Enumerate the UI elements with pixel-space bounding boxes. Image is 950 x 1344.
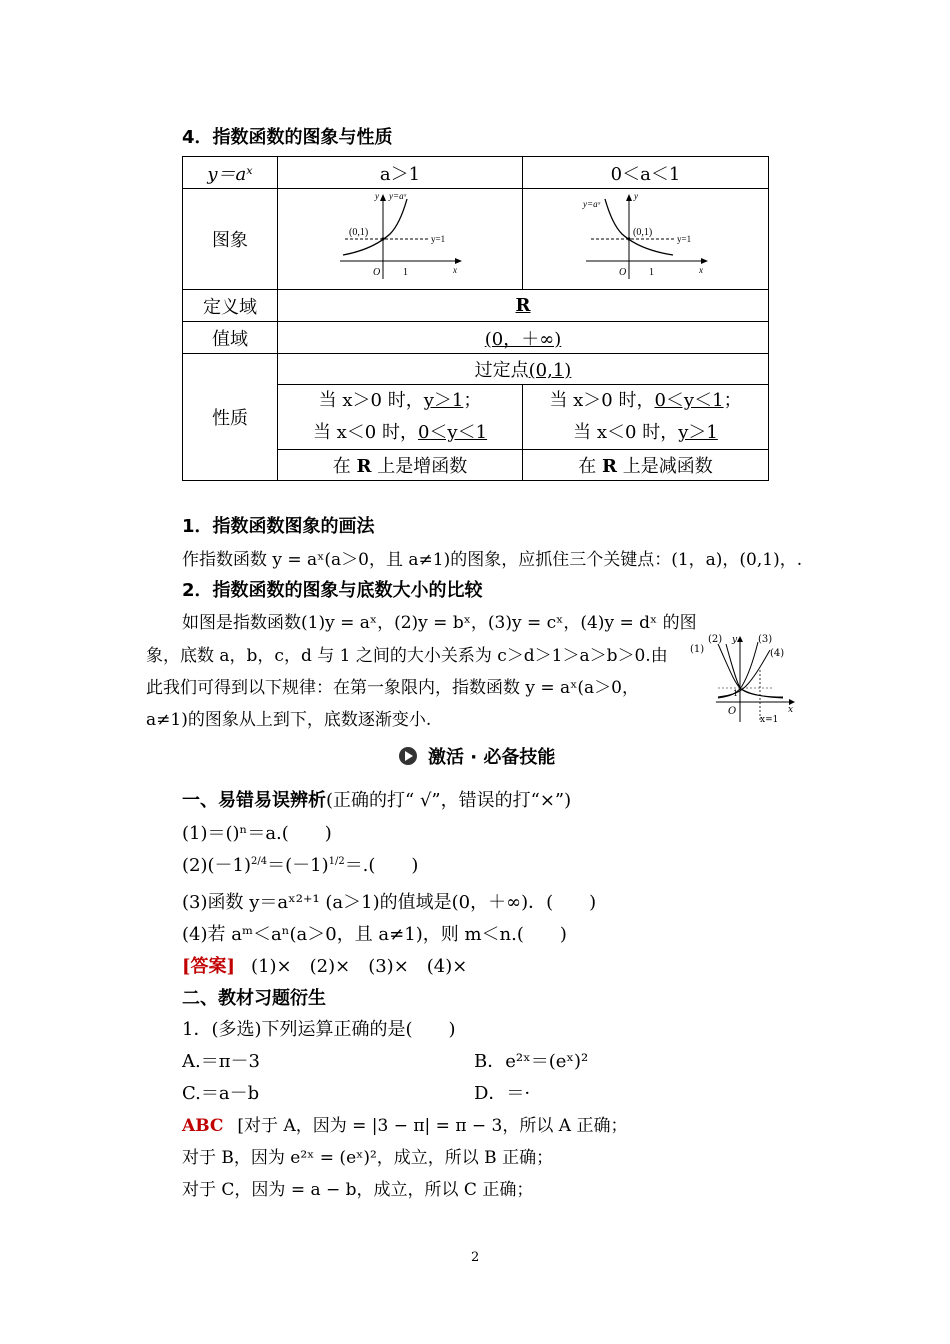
part1-title-suffix: (正确的打“ √”，错误的打“×”) [326, 790, 572, 811]
header-function: y＝aˣ [183, 157, 278, 189]
row-label-graph: 图象 [183, 189, 278, 290]
play-circle-icon [398, 746, 418, 766]
note2-line4: a≠1)的图象从上到下，底数逐渐变小. [146, 710, 432, 730]
row-label-domain: 定义域 [183, 290, 278, 322]
point-label: (0,1) [349, 227, 369, 238]
q2-part-c: ＝.( ) [344, 855, 419, 876]
mono-left-pre: 在 [332, 456, 357, 477]
note2-line2: 象，底数 a，b，c，d 与 1 之间的大小关系为 c＞d＞1＞a＞b＞0.由 [146, 646, 668, 666]
domain-value: R [278, 290, 769, 322]
answer-label: [答案] [182, 956, 236, 977]
note2-title: 2．指数函数的图象与底数大小的比较 [182, 580, 483, 601]
point-label: (0,1) [632, 227, 652, 238]
props-right-line1-val: 0＜y＜1 [654, 390, 724, 411]
part1-title: 一、易错易误辨析 [182, 790, 326, 811]
solution-line3: 对于 C，因为 = a − b，成立，所以 C 正确； [182, 1180, 534, 1200]
mono-right-R: R [602, 456, 617, 477]
y-axis-label: y [633, 191, 638, 201]
mono-right-post: 上是减函数 [616, 456, 713, 477]
props-increasing-cell [278, 385, 523, 450]
props-left-line1-val: y＞1 [423, 390, 464, 411]
props-left-line1-post: ； [463, 390, 482, 411]
q2-part-a: (2)(－1) [182, 855, 251, 876]
note1-title: 1．指数函数图象的画法 [182, 516, 375, 537]
fig-origin-label: O [728, 706, 737, 717]
curve-1-label: (1) [690, 644, 705, 655]
note2-line1: 如图是指数函数(1)y = aˣ，(2)y = bˣ，(3)y = cˣ，(4)y = dˣ 的图 [182, 613, 697, 633]
decreasing-graph-figure [581, 189, 711, 284]
monotonic-decreasing [523, 450, 769, 481]
increasing-graph-figure [335, 189, 465, 284]
section-title: 4．指数函数的图象与性质 [182, 127, 393, 148]
four-curves-figure [688, 630, 798, 725]
line-label: y=1 [676, 234, 691, 244]
props-right-line1-post: ； [723, 390, 742, 411]
q2-exp2: 1/2 [328, 856, 345, 867]
q2-exp1: 2/4 [251, 856, 268, 867]
props-left-line1-pre: 当 x＞0 时， [318, 390, 424, 411]
props-left-line2-val: 0＜y＜1 [417, 422, 488, 443]
origin-label: O [373, 267, 381, 278]
solution-line1 [182, 1111, 627, 1136]
part2-title: 二、教材习题衍生 [182, 988, 326, 1009]
answer-text: (1)× (2)× (3)× (4)× [251, 956, 468, 977]
row-label-properties: 性质 [183, 354, 278, 481]
exponential-properties-table [182, 156, 769, 481]
q2-part-b: ＝(－1) [267, 855, 329, 876]
note2-line3: 此我们可得到以下规律：在第一象限内，指数函数 y = aˣ(a＞0， [146, 678, 639, 698]
option-d: D．＝· [474, 1083, 531, 1104]
row-label-range: 值域 [183, 322, 278, 354]
monotonic-increasing [278, 450, 523, 481]
one-tick-label: 1 [648, 267, 654, 278]
graph-increasing [278, 189, 523, 290]
solution-line2: 对于 B，因为 e²ˣ = (eˣ)²，成立，所以 B 正确； [182, 1148, 554, 1168]
curve-4-label: (4) [770, 648, 785, 659]
part1-q4: (4)若 aᵐ＜aⁿ(a＞0，且 a≠1)，则 m＜n.( ) [182, 924, 567, 945]
mono-right-pre: 在 [578, 456, 603, 477]
part1-answer [182, 952, 467, 978]
part2-q1: 1．(多选)下列运算正确的是( ) [182, 1019, 456, 1040]
part1-q2 [182, 851, 418, 877]
props-right-line2-val: y＞1 [678, 422, 718, 443]
y-axis-label: y [375, 191, 379, 201]
skills-banner [398, 743, 555, 769]
origin-label: O [618, 267, 626, 278]
header-a-gt-1: a＞1 [278, 157, 523, 189]
props-decreasing-cell [523, 385, 769, 450]
solution-label: ABC [182, 1116, 224, 1136]
props-right-line2-pre: 当 x＜0 时， [573, 422, 679, 443]
curve-3-label: (3) [758, 634, 773, 645]
curve-label: y=aˣ [389, 191, 407, 201]
curve-label: y=aˣ [582, 199, 600, 209]
fixed-point-cell [278, 354, 769, 385]
solution-text1: [对于 A，因为 = |3 − π| = π − 3，所以 A 正确； [237, 1116, 628, 1136]
part1-heading [182, 786, 571, 812]
line-label: y=1 [431, 234, 446, 244]
option-a: A.＝π－3 [182, 1051, 261, 1072]
fig-x-label: x [788, 705, 794, 715]
range-value: (0，＋∞) [278, 322, 769, 354]
fig-y-label: y [732, 635, 738, 645]
option-b: B．e²ˣ＝(eˣ)² [474, 1051, 589, 1072]
option-c: C.＝a－b [182, 1083, 260, 1104]
part1-q1: (1)＝()ⁿ＝a.( ) [182, 823, 332, 844]
note1-text: 作指数函数 y = aˣ(a＞0，且 a≠1)的图象，应抓住三个关键点：(1，a)，(0,1)，. [182, 550, 803, 570]
mono-left-post: 上是增函数 [371, 456, 468, 477]
curve-2-label: (2) [708, 634, 723, 645]
fixed-point-prefix: 过定点 [474, 360, 529, 381]
banner-text: 激活 · 必备技能 [428, 747, 556, 768]
graph-decreasing [523, 189, 769, 290]
fixed-point-value: (0,1) [528, 360, 572, 381]
one-tick-label: 1 [403, 267, 408, 278]
fig-xline-label: x=1 [760, 715, 779, 725]
props-left-line2-pre: 当 x＜0 时， [312, 422, 418, 443]
mono-left-R: R [356, 456, 372, 477]
page-number: 2 [471, 1250, 480, 1265]
x-axis-label: x [453, 265, 457, 275]
props-right-line1-pre: 当 x＞0 时， [549, 390, 655, 411]
x-axis-label: x [698, 265, 703, 275]
fig-one-label: 1 [733, 689, 739, 698]
part1-q3: (3)函数 y＝aˣ²⁺¹ (a＞1)的值域是(0，＋∞)．( ) [182, 892, 597, 913]
header-a-lt-1: 0＜a＜1 [523, 157, 769, 189]
